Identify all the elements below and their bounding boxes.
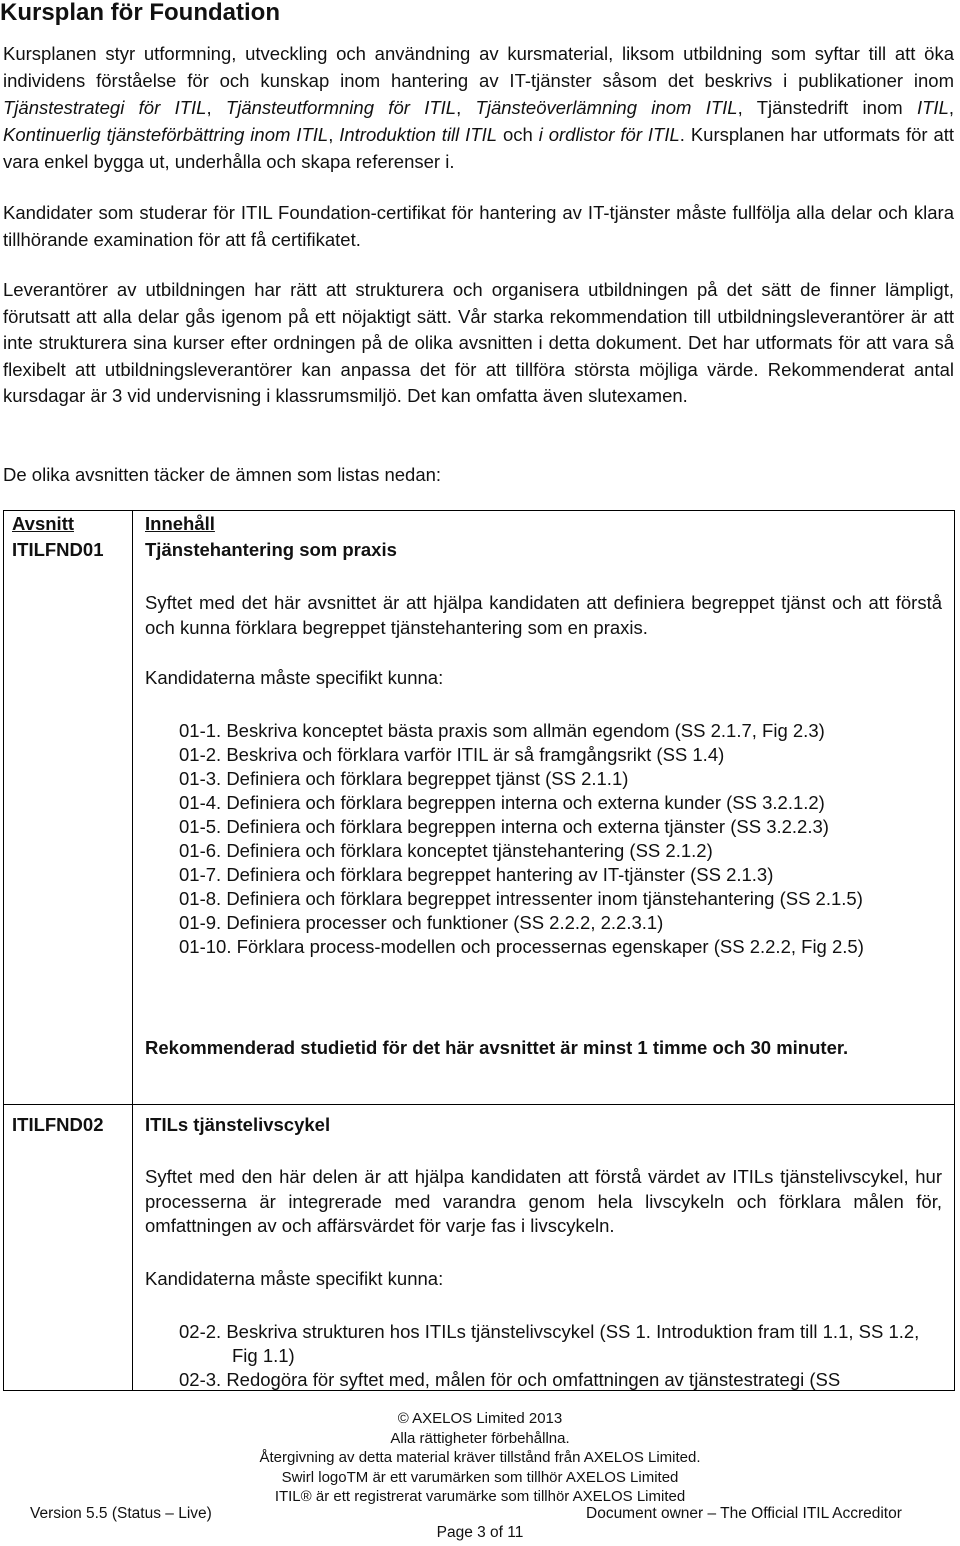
paragraph-providers: Leverantörer av utbildningen har rätt att strukturera och organisera utbildningen på det sätt de finner lämpligt, förutsatt att alla delar gås igenom på ett nöjaktigt sätt. Vår starka rekommendation till utbildningsleverantörer är att inte strukturera sina kurser efter ordningen på de olika avsnitten i detta dokument. Det har utformats för att vara så flexibelt att utbildningsleverantörer kan anpassa det för att tillföra största möjliga värde. Rekommenderat antal kursdagar är 3 vid undervisning i klassrumsmiljö. Det kan omfatta även slutexamen. (3, 279, 954, 406)
study-time: Rekommenderad studietid för det här avsnittet är minst 1 timme och 30 minuter. (145, 1037, 849, 1058)
table-top-border (3, 510, 955, 511)
table-column-divider (132, 510, 133, 1390)
list-item: 01-8. Definiera och förklara begreppet intressenter inom tjänstehantering (SS 2.1.5) (179, 888, 863, 909)
list-item: 01-7. Definiera och förklara begreppet hantering av IT-tjänster (SS 2.1.3) (179, 864, 774, 885)
footer-version: Version 5.5 (Status – Live) (30, 1505, 212, 1522)
list-item: 01-10. Förklara process-modellen och processernas egenskaper (SS 2.2.2, Fig 2.5) (179, 936, 864, 957)
section-code: ITILFND01 (12, 539, 104, 560)
footer-owner: Document owner – The Official ITIL Accreditor (586, 1505, 902, 1522)
table-header-content: Innehåll (145, 513, 215, 534)
list-item: 02-3. Redogöra för syftet med, målen för och omfattningen av tjänstestrategi (SS (179, 1369, 841, 1390)
objectives-list (179, 719, 944, 959)
list-item: 01-5. Definiera och förklara begreppen interna och externa tjänster (SS 3.2.2.3) (179, 816, 829, 837)
list-item: 01-3. Definiera och förklara begreppet tjänst (SS 2.1.1) (179, 768, 629, 789)
page-number: Page 3 of 11 (436, 1524, 524, 1541)
table-header-section: Avsnitt (12, 513, 75, 534)
footer-itil: ITIL® är ett registrerat varumärke som tillhör AXELOS Limited (274, 1488, 686, 1505)
list-item: 01-4. Definiera och förklara begreppen interna och externa kunder (SS 3.2.1.2) (179, 792, 825, 813)
paragraph-candidates: Kandidater som studerar för ITIL Foundation-certifikat för hantering av IT-tjänster måste fullfölja alla delar och klara tillhörande examination för att få certifikatet. (3, 202, 954, 250)
section-code: ITILFND02 (12, 1114, 104, 1135)
footer-copyright: © AXELOS Limited 2013 (397, 1410, 563, 1427)
list-item: 01-2. Beskriva och förklara varför ITIL är så framgångsrikt (SS 1.4) (179, 744, 725, 765)
list-item: 01-1. Beskriva konceptet bästa praxis som allmän egendom (SS 2.1.7, Fig 2.3) (179, 720, 825, 741)
footer-swirl: Swirl logoTM är ett varumärken som tillhör AXELOS Limited (281, 1468, 679, 1486)
footer-legal (180, 1409, 780, 1507)
footer-rights: Alla rättigheter förbehållna. (390, 1429, 570, 1447)
section-lead: Kandidaterna måste specifikt kunna: (145, 1268, 444, 1289)
section-title: ITILs tjänstelivscykel (145, 1114, 331, 1135)
table-bottom-border (3, 1390, 955, 1391)
intro-paragraph: Kursplanen styr utformning, utveckling och användning av kursmaterial, liksom utbildning som syftar till att öka individens förståelse för och kunskap inom hantering av IT-tjänster såsom det beskrivs i publikationer inom Tjänstestrategi för ITIL, Tjänsteutformning för ITIL, Tjänsteöverlämning inom ITIL, Tjänstedrift inom ITIL, Kontinuerlig tjänsteförbättring inom ITIL, Introduktion till ITIL och i ordlistor för ITIL. Kursplanen har utformats för att vara enkel bygga ut, underhålla och skapa referenser i. (3, 43, 955, 172)
section-purpose: Syftet med den här delen är att hjälpa kandidaten att förstå värdet av ITILs tjänstelivscykel, hur processerna är integrerade med varandra genom hela livscykeln och förklara målen för, omfattningen av och affärsvärdet för varje fas i livscykeln. (145, 1166, 942, 1236)
footer-reproduction: Återgivning av detta material kräver tillstånd från AXELOS Limited. (259, 1449, 701, 1466)
list-item: 01-9. Definiera processer och funktioner (SS 2.2.2, 2.2.3.1) (179, 912, 664, 933)
list-item: 01-6. Definiera och förklara konceptet tjänstehantering (SS 2.1.2) (179, 840, 713, 861)
section-title: Tjänstehantering som praxis (145, 539, 397, 560)
table-row-divider (3, 1104, 955, 1105)
paragraph-sections-intro: De olika avsnitten täcker de ämnen som listas nedan: (3, 464, 442, 485)
section-purpose: Syftet med det här avsnittet är att hjälpa kandidaten att definiera begreppet tjänst och att förstå och kunna förklara begreppet tjänstehantering som en praxis. (145, 592, 942, 638)
list-item: 02-2. Beskriva strukturen hos ITILs tjänstelivscykel (SS 1. Introduktion fram till 1.1, SS 1.2, Fig 1.1) (179, 1321, 920, 1366)
section-lead: Kandidaterna måste specifikt kunna: (145, 667, 444, 688)
table-left-border (3, 510, 4, 1390)
table-right-border (954, 510, 955, 1390)
page-title: Kursplan för Foundation (0, 0, 280, 26)
objectives-list (179, 1320, 944, 1392)
